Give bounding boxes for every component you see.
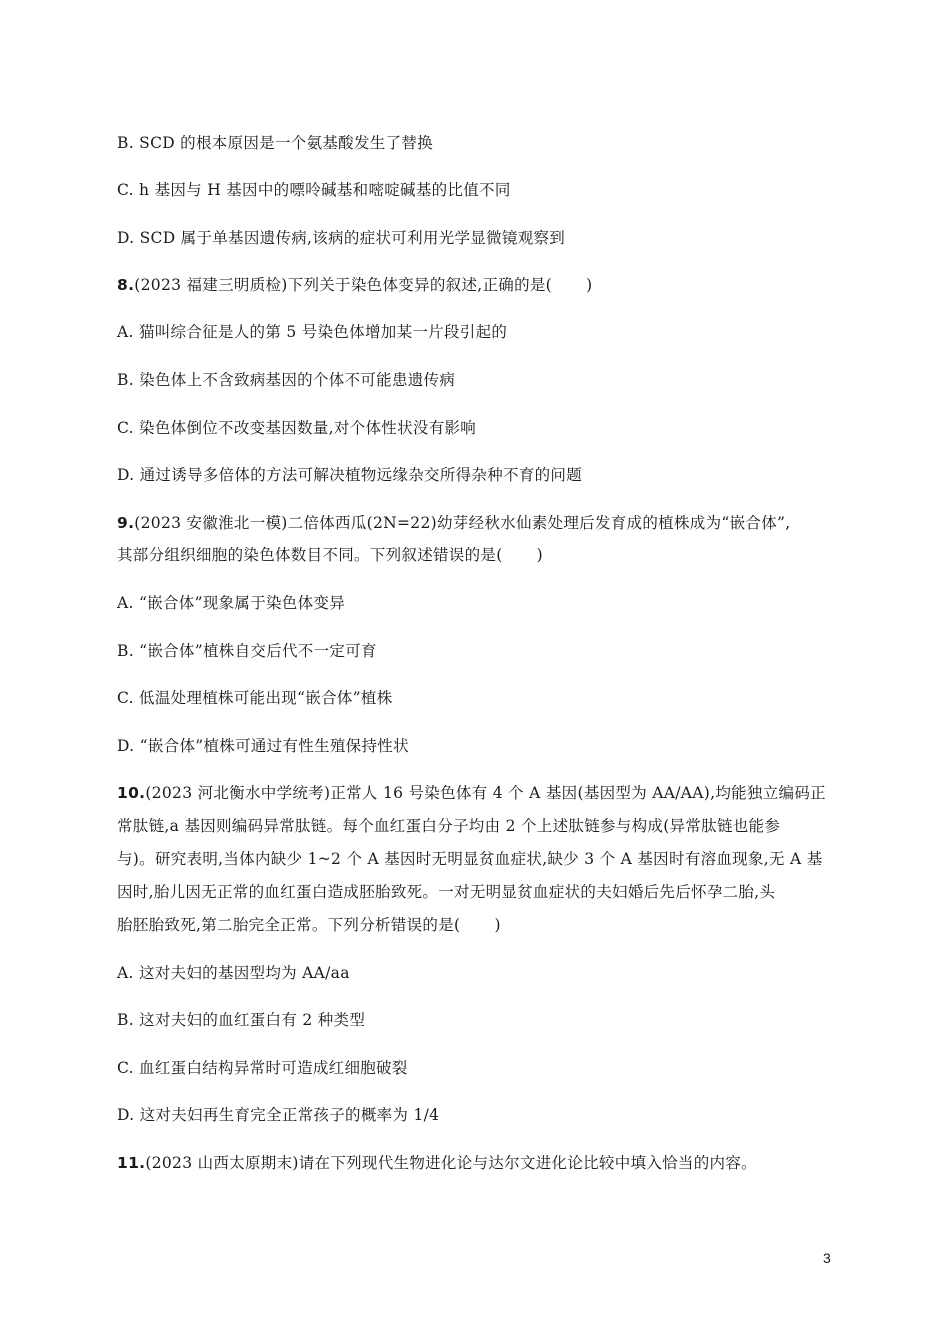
q8-number: 8. <box>117 276 135 294</box>
q11-stem-text: (2023 山西太原期末)请在下列现代生物进化论与达尔文进化论比较中填入恰当的内容。 <box>145 1154 757 1172</box>
q7-option-c: C. h 基因与 H 基因中的嘌呤碱基和嘧啶碱基的比值不同 <box>117 181 511 199</box>
q10-option-d: D. 这对夫妇再生育完全正常孩子的概率为 1/4 <box>117 1106 440 1124</box>
q9-option-b: B. “嵌合体”植株自交后代不一定可育 <box>117 642 377 660</box>
q9-stem-text: (2023 安徽淮北一模)二倍体西瓜(2N=22)幼芽经秋水仙素处理后发育成的植株成为“嵌合体”, <box>134 514 791 532</box>
q7-option-b: B. SCD 的根本原因是一个氨基酸发生了替换 <box>117 134 433 152</box>
q8-option-a: A. 猫叫综合征是人的第 5 号染色体增加某一片段引起的 <box>117 323 508 341</box>
q8-option-b: B. 染色体上不含致病基因的个体不可能患遗传病 <box>117 371 456 389</box>
q8-option-d: D. 通过诱导多倍体的方法可解决植物远缘杂交所得杂种不育的问题 <box>117 466 583 484</box>
q9-option-d: D. “嵌合体”植株可通过有性生殖保持性状 <box>117 737 409 755</box>
q9-number: 9. <box>117 514 135 532</box>
q8-option-c: C. 染色体倒位不改变基因数量,对个体性状没有影响 <box>117 419 477 437</box>
q10-stem-close: ) <box>494 916 501 934</box>
q10-stem-line1 <box>117 783 826 803</box>
q8-stem-text: (2023 福建三明质检)下列关于染色体变异的叙述,正确的是( <box>134 276 553 294</box>
q9-stem-close: ) <box>536 546 544 564</box>
q11-number: 11. <box>117 1154 146 1172</box>
q10-option-a: A. 这对夫妇的基因型均为 AA/aa <box>117 964 350 982</box>
q10-option-c: C. 血红蛋白结构异常时可造成红细胞破裂 <box>117 1059 408 1077</box>
q9-stem-line1 <box>117 513 790 533</box>
q10-stem-line4: 因时,胎儿因无正常的血红蛋白造成胚胎致死。一对无明显贫血症状的夫妇婚后先后怀孕二胎,头 <box>117 883 776 901</box>
q10-number: 10. <box>117 784 146 802</box>
q8-stem <box>117 275 592 295</box>
q9-option-c: C. 低温处理植株可能出现“嵌合体”植株 <box>117 689 393 707</box>
q10-stem-line5 <box>117 915 501 935</box>
q10-option-b: B. 这对夫妇的血红蛋白有 2 种类型 <box>117 1011 366 1029</box>
q9-stem-text-2: 其部分组织细胞的染色体数目不同。下列叙述错误的是( <box>117 546 503 564</box>
q11-stem <box>117 1153 757 1173</box>
q10-stem-line2: 常肽链,a 基因则编码异常肽链。每个血红蛋白分子均由 2 个上述肽链参与构成(异常肽链也能参 <box>117 817 781 835</box>
q10-stem-line3: 与)。研究表明,当体内缺少 1~2 个 A 基因时无明显贫血症状,缺少 3 个 A 基因时有溶血现象,无 A 基 <box>117 850 823 868</box>
q8-stem-close: ) <box>586 276 593 294</box>
page-number: 3 <box>823 1250 831 1266</box>
q9-stem-line2 <box>117 545 543 565</box>
q10-stem-text: (2023 河北衡水中学统考)正常人 16 号染色体有 4 个 A 基因(基因型为 AA/AA),均能独立编码正 <box>145 784 826 802</box>
q7-option-d: D. SCD 属于单基因遗传病,该病的症状可利用光学显微镜观察到 <box>117 229 566 247</box>
q9-option-a: A. “嵌合体”现象属于染色体变异 <box>117 594 345 612</box>
q10-stem-text-5: 胎胚胎致死,第二胎完全正常。下列分析错误的是( <box>117 916 461 934</box>
